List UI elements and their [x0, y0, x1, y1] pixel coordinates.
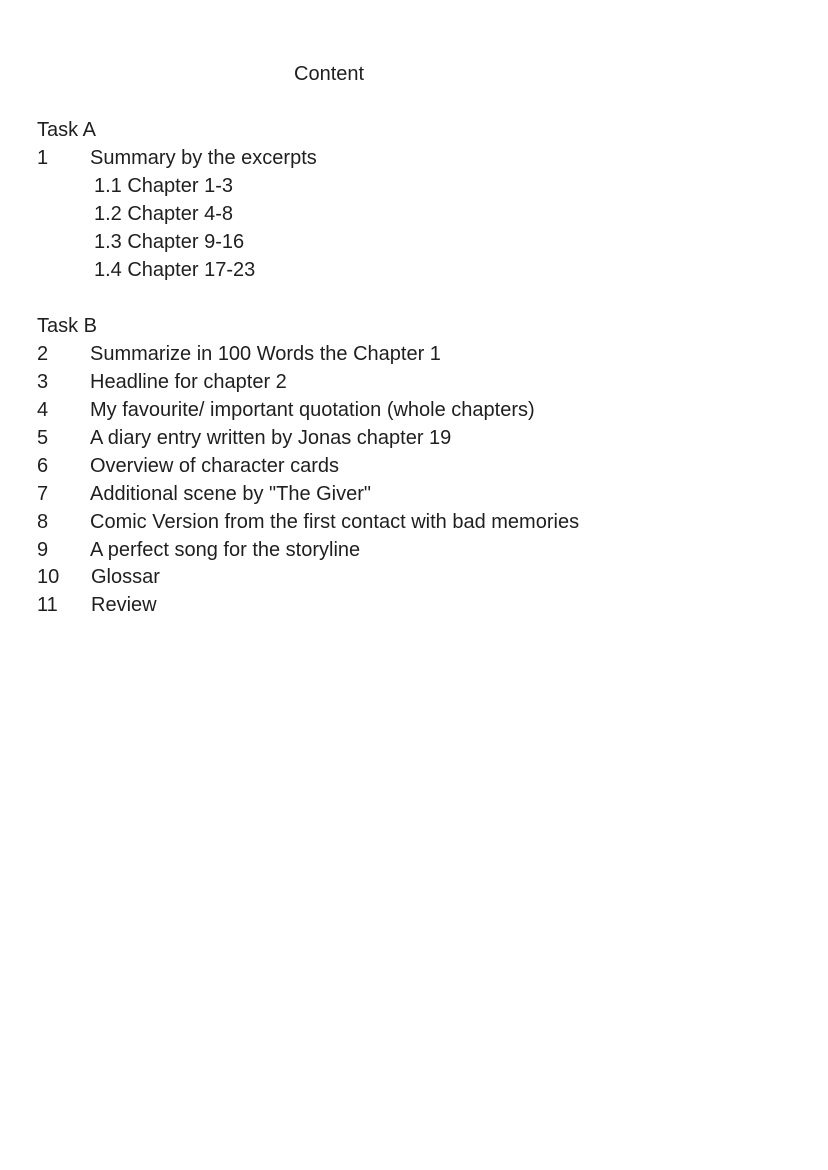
- toc-entry-text: Comic Version from the first contact with bad memories: [90, 511, 580, 533]
- toc-entry-number: 5: [37, 427, 49, 449]
- toc-entry-text: My favourite/ important quotation (whole chapters): [90, 399, 535, 421]
- task-b-heading-text: Task B: [37, 315, 98, 337]
- toc-subentry: 1.2 Chapter 4-8: [94, 203, 233, 225]
- toc-entry-text: Summarize in 100 Words the Chapter 1: [90, 343, 441, 365]
- toc-entry-number: 6: [37, 455, 49, 477]
- toc-entry-number: 4: [37, 399, 49, 421]
- toc-entry-text: A perfect song for the storyline: [90, 539, 361, 561]
- toc-subentry: 1.3 Chapter 9-16: [94, 231, 245, 253]
- toc-entry-number: 3: [37, 371, 49, 393]
- task-a-heading: [37, 117, 96, 143]
- toc-entry-text: Overview of character cards: [90, 455, 339, 477]
- toc-entry-text: Glossar: [91, 566, 160, 588]
- task-a-heading-text: Task A: [37, 119, 96, 141]
- toc-entry-number: 2: [37, 343, 49, 365]
- toc-entry-text: A diary entry written by Jonas chapter 19: [90, 427, 452, 449]
- toc-entry-number: 9: [37, 539, 49, 561]
- toc-entry-number: 11: [37, 594, 58, 616]
- toc-subentry: 1.1 Chapter 1-3: [94, 175, 233, 197]
- task-b-heading: [37, 313, 97, 339]
- page-title: Content: [294, 63, 365, 85]
- toc-entry-number: 7: [37, 483, 49, 505]
- toc-entry-text: Summary by the excerpts: [90, 147, 317, 169]
- toc-entry-text: Headline for chapter 2: [90, 371, 287, 393]
- toc-subentry: 1.4 Chapter 17-23: [94, 259, 256, 281]
- toc-entry-number: 8: [37, 511, 49, 533]
- toc-entry-text: Review: [91, 594, 157, 616]
- toc-entry-text: Additional scene by "The Giver": [90, 483, 372, 505]
- toc-entry-number: 10: [37, 566, 60, 588]
- toc-entry-number: 1: [37, 147, 49, 169]
